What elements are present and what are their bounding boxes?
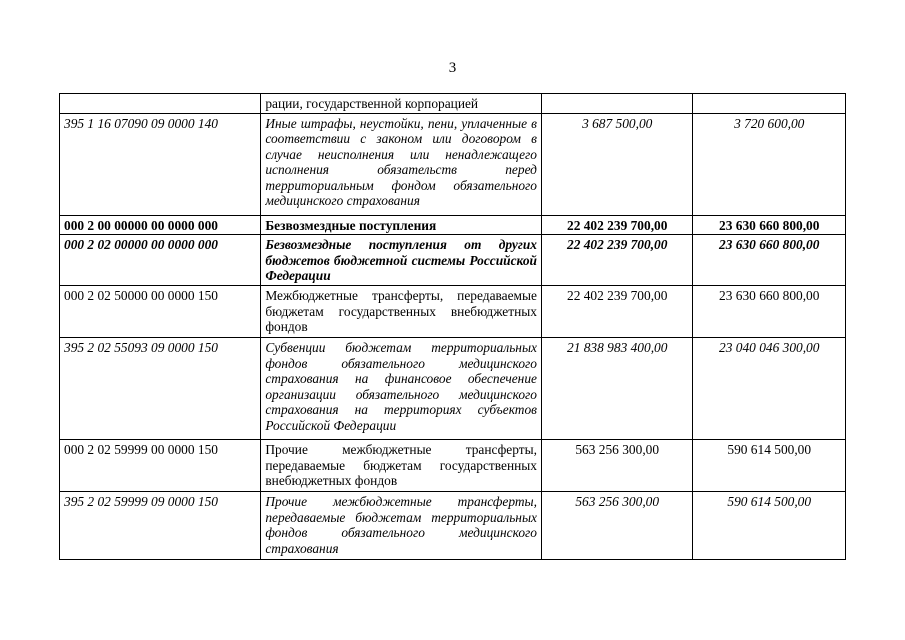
amount-year-1-cell bbox=[541, 94, 693, 114]
item-name-cell: рации, государственной корпорацией bbox=[261, 94, 542, 114]
amount-year-1-cell: 563 256 300,00 bbox=[541, 440, 693, 492]
item-name-cell: Субвенции бюджетам территориальных фондов обязательного медицинского страхования на финансовое обеспечение организации обязательного медицинского страхования на территориях субъектов Российской Федерации bbox=[261, 338, 542, 440]
budget-code-cell: 000 2 02 59999 00 0000 150 bbox=[60, 440, 261, 492]
amount-year-2-cell: 23 040 046 300,00 bbox=[693, 338, 846, 440]
budget-code-cell: 395 2 02 59999 09 0000 150 bbox=[60, 492, 261, 560]
budget-code-cell: 000 2 00 00000 00 0000 000 bbox=[60, 215, 261, 235]
budget-code-cell: 000 2 02 00000 00 0000 000 bbox=[60, 235, 261, 286]
table-row bbox=[60, 338, 846, 440]
table-row bbox=[60, 440, 846, 492]
budget-code-cell: 395 1 16 07090 09 0000 140 bbox=[60, 113, 261, 215]
table-row bbox=[60, 235, 846, 286]
item-name-cell: Безвозмездные поступления bbox=[261, 215, 542, 235]
amount-year-2-cell: 23 630 660 800,00 bbox=[693, 286, 846, 338]
table-row bbox=[60, 113, 846, 215]
amount-year-1-cell: 21 838 983 400,00 bbox=[541, 338, 693, 440]
amount-year-1-cell: 563 256 300,00 bbox=[541, 492, 693, 560]
budget-code-cell bbox=[60, 94, 261, 114]
table-row bbox=[60, 286, 846, 338]
item-name-cell: Межбюджетные трансферты, передаваемые бюджетам государственных внебюджетных фондов bbox=[261, 286, 542, 338]
revenue-table bbox=[59, 93, 846, 560]
amount-year-2-cell bbox=[693, 94, 846, 114]
table-row bbox=[60, 492, 846, 560]
amount-year-1-cell: 22 402 239 700,00 bbox=[541, 286, 693, 338]
table-row bbox=[60, 215, 846, 235]
amount-year-2-cell: 23 630 660 800,00 bbox=[693, 215, 846, 235]
amount-year-2-cell: 590 614 500,00 bbox=[693, 440, 846, 492]
page-number: 3 bbox=[448, 60, 457, 76]
budget-code-cell: 395 2 02 55093 09 0000 150 bbox=[60, 338, 261, 440]
amount-year-1-cell: 22 402 239 700,00 bbox=[541, 235, 693, 286]
item-name-cell: Иные штрафы, неустойки, пени, уплаченные в соответствии с законом или договором в случае неисполнения или ненадлежащего исполнения обязательств перед территориальным фондом обязательного медицинского страхования bbox=[261, 113, 542, 215]
amount-year-1-cell: 3 687 500,00 bbox=[541, 113, 693, 215]
amount-year-2-cell: 23 630 660 800,00 bbox=[693, 235, 846, 286]
amount-year-2-cell: 590 614 500,00 bbox=[693, 492, 846, 560]
table-row bbox=[60, 94, 846, 114]
item-name-cell: Прочие межбюджетные трансферты, передаваемые бюджетам государственных внебюджетных фондов bbox=[261, 440, 542, 492]
amount-year-1-cell: 22 402 239 700,00 bbox=[541, 215, 693, 235]
amount-year-2-cell: 3 720 600,00 bbox=[693, 113, 846, 215]
budget-code-cell: 000 2 02 50000 00 0000 150 bbox=[60, 286, 261, 338]
item-name-cell: Прочие межбюджетные трансферты, передаваемые бюджетам территориальных фондов обязательного медицинского страхования bbox=[261, 492, 542, 560]
item-name-cell: Безвозмездные поступления от других бюджетов бюджетной системы Российской Федерации bbox=[261, 235, 542, 286]
